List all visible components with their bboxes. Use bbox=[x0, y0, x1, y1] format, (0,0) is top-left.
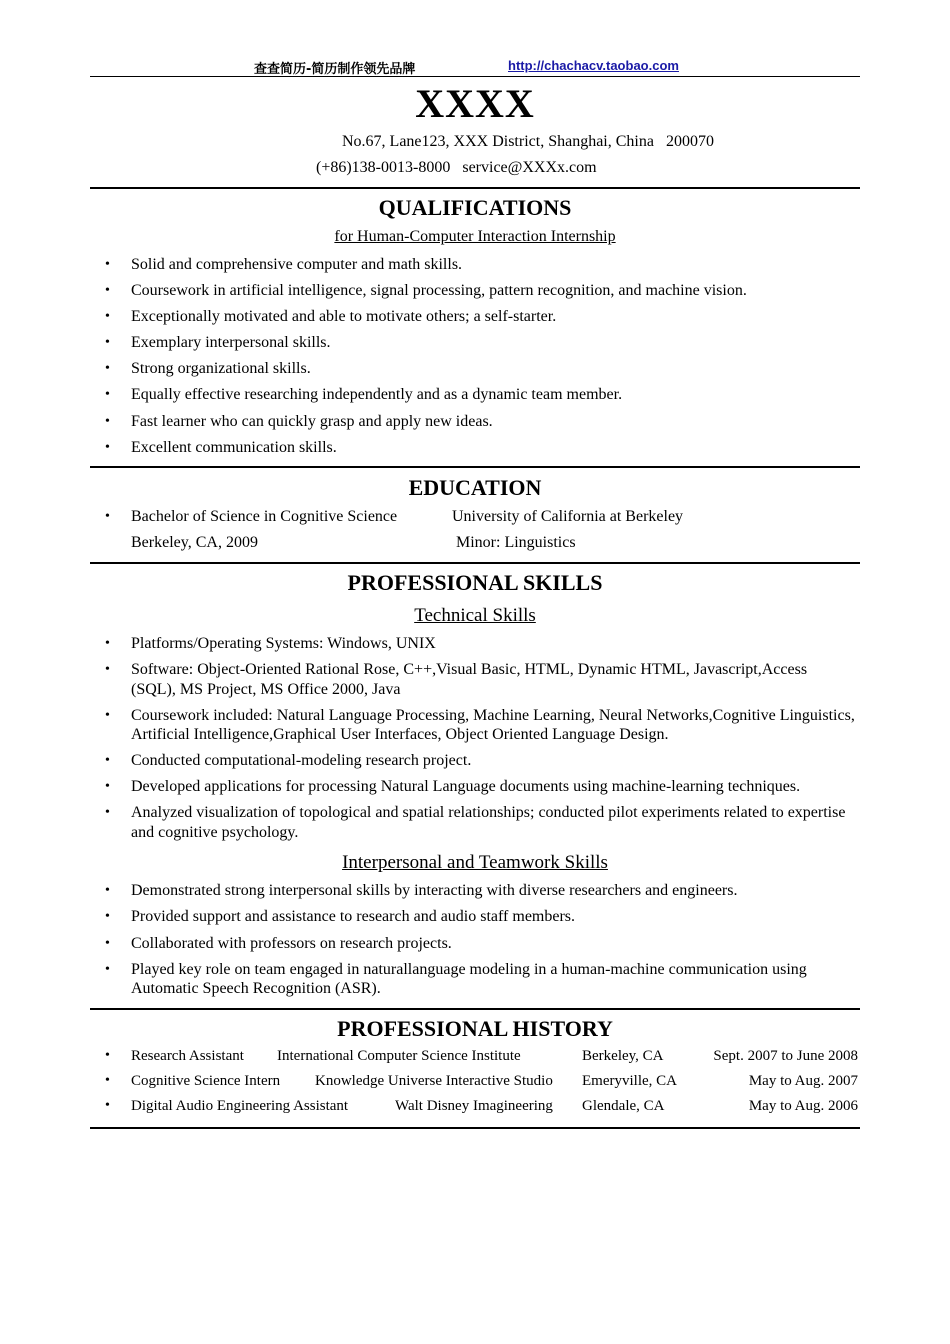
list-item: • Coursework included: Natural Language Processing, Machine Learning, Neural Networks,Cognitive Linguistics, Artificial Intelligence,Graphical User Interfaces, Object Oriented Language Design. bbox=[105, 706, 855, 745]
list-item: • Exemplary interpersonal skills. bbox=[105, 333, 855, 353]
history-location: Glendale, CA bbox=[582, 1098, 665, 1114]
list-item: • Demonstrated strong interpersonal skills by interacting with diverse researchers and engineers. bbox=[105, 881, 855, 901]
list-item: • Equally effective researching independently and as a dynamic team member. bbox=[105, 385, 855, 405]
list-item: • Exceptionally motivated and able to motivate others; a self-starter. bbox=[105, 307, 855, 327]
list-item: • Coursework in artificial intelligence, signal processing, pattern recognition, and machine vision. bbox=[105, 281, 855, 301]
history-row bbox=[105, 1048, 860, 1073]
history-location: Berkeley, CA bbox=[582, 1048, 664, 1064]
bullet: • bbox=[105, 1048, 110, 1063]
list-item: • Collaborated with professors on research projects. bbox=[105, 934, 855, 954]
section-divider bbox=[90, 187, 860, 189]
list-item: • Solid and comprehensive computer and math skills. bbox=[105, 255, 855, 275]
list-item: • Strong organizational skills. bbox=[105, 359, 855, 379]
history-location: Emeryville, CA bbox=[582, 1073, 677, 1089]
education-location-date: Berkeley, CA, 2009 bbox=[131, 534, 258, 551]
history-role: Digital Audio Engineering Assistant bbox=[131, 1098, 349, 1114]
school: University of California at Berkeley bbox=[452, 508, 684, 525]
list-item: • Fast learner who can quickly grasp and apply new ideas. bbox=[105, 412, 855, 432]
list-item: • Analyzed visualization of topological and spatial relationships; conducted pilot experiments related to expertise and cognitive psychology. bbox=[105, 803, 855, 842]
skills-heading: PROFESSIONAL SKILLS bbox=[347, 570, 603, 595]
history-row bbox=[105, 1098, 860, 1123]
candidate-name: XXXX bbox=[415, 81, 535, 126]
history-organization: International Computer Science Institute bbox=[277, 1048, 521, 1064]
history-organization: Walt Disney Imagineering bbox=[395, 1098, 553, 1114]
address: No.67, Lane123, XXX District, Shanghai, China 200070 bbox=[342, 133, 714, 150]
interpersonal-skills-subtitle: Interpersonal and Teamwork Skills bbox=[342, 852, 608, 873]
brand-text: 查查简历-简历制作领先品牌 bbox=[254, 62, 416, 77]
list-item: • Software: Object-Oriented Rational Rose, C++,Visual Basic, HTML, Dynamic HTML, Javascript,Access (SQL), MS Project, MS Office 2000, Java bbox=[105, 660, 855, 699]
education-block bbox=[105, 504, 805, 556]
history-dates: May to Aug. 2006 bbox=[748, 1098, 858, 1114]
history-dates: May to Aug. 2007 bbox=[748, 1073, 858, 1089]
section-divider bbox=[90, 1127, 860, 1129]
list-item: • Conducted computational-modeling research project. bbox=[105, 751, 855, 771]
technical-skills-subtitle: Technical Skills bbox=[414, 605, 536, 626]
list-item: • Played key role on team engaged in naturallanguage modeling in a human-machine communication using Automatic Speech Recognition (ASR). bbox=[105, 960, 855, 999]
section-divider bbox=[90, 1008, 860, 1010]
history-dates: Sept. 2007 to June 2008 bbox=[713, 1048, 858, 1064]
history-role: Research Assistant bbox=[131, 1048, 244, 1064]
history-table bbox=[105, 1048, 860, 1123]
section-divider bbox=[90, 562, 860, 564]
education-heading: EDUCATION bbox=[408, 475, 542, 500]
history-row bbox=[105, 1073, 860, 1098]
website-link[interactable]: http://chachacv.taobao.com bbox=[508, 58, 679, 73]
page-header bbox=[90, 58, 860, 76]
bullet: • bbox=[105, 509, 110, 524]
bullet: • bbox=[105, 1073, 110, 1088]
history-role: Cognitive Science Intern bbox=[131, 1073, 281, 1089]
minor: Minor: Linguistics bbox=[456, 534, 576, 551]
contact-info: (+86)138-0013-8000 service@XXXx.com bbox=[316, 159, 597, 176]
list-item: • Excellent communication skills. bbox=[105, 438, 855, 458]
degree: Bachelor of Science in Cognitive Science bbox=[131, 508, 398, 525]
list-item: • Developed applications for processing Natural Language documents using machine-learning techniques. bbox=[105, 777, 855, 797]
section-divider bbox=[90, 466, 860, 468]
qualifications-subtitle: for Human-Computer Interaction Internship bbox=[334, 228, 616, 245]
technical-skills-list bbox=[105, 634, 855, 842]
history-heading: PROFESSIONAL HISTORY bbox=[337, 1016, 613, 1041]
qualifications-heading: QUALIFICATIONS bbox=[378, 195, 572, 220]
interpersonal-skills-list bbox=[105, 881, 855, 999]
list-item: • Provided support and assistance to research and audio staff members. bbox=[105, 907, 855, 927]
header-divider bbox=[90, 76, 860, 77]
bullet: • bbox=[105, 1098, 110, 1113]
qualifications-list bbox=[105, 255, 855, 457]
list-item: • Platforms/Operating Systems: Windows, UNIX bbox=[105, 634, 855, 654]
history-organization: Knowledge Universe Interactive Studio bbox=[315, 1073, 553, 1089]
